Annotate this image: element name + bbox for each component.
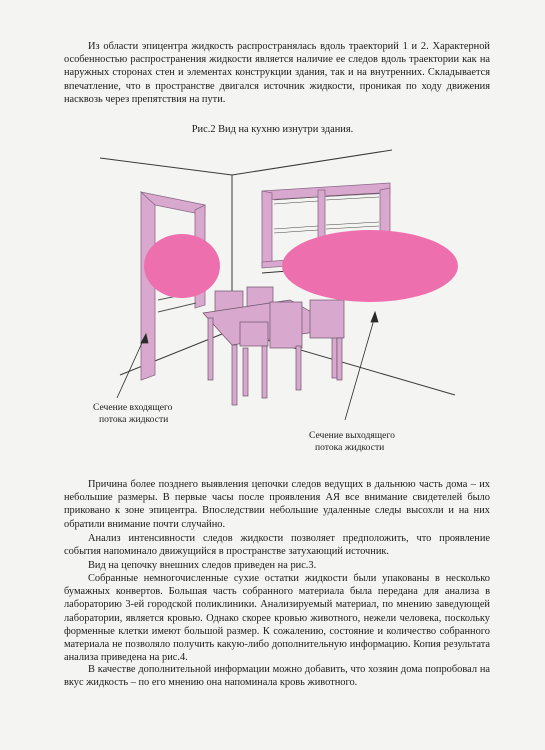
label-incoming-line2: потока жидкости	[99, 414, 169, 425]
paragraph-figure-ref: Вид на цепочку внешних следов приведен на рис.3.	[88, 560, 317, 571]
paragraph-taste: В качестве дополнительной информации можно добавить, что хозяин дома попробовал на вкус жидкость – по его мнению она напоминала кровь животного.	[64, 664, 490, 689]
outgoing-pointer-line	[345, 316, 375, 420]
figure-caption: Рис.2 Вид на кухню изнутри здания.	[191, 124, 354, 135]
label-outgoing-line2: потока жидкости	[315, 442, 385, 453]
incoming-flow-blob	[144, 234, 220, 298]
label-incoming-line1: Сечение входящего	[93, 402, 173, 413]
paragraph-late-detection: Причина более позднего выявления цепочки следов ведущих в дальнюю часть дома – их небольшие размеры. В первые часы после проявления АЯ все внимание свидетелей было приковано к зоне эпицентра. Впоследствии небольшие удаленные следы высохли и на них обратили внимание почти случайно.	[64, 479, 490, 530]
label-outgoing-flow	[309, 430, 395, 454]
label-incoming-flow	[93, 402, 172, 426]
paragraph-intro: Из области эпицентра жидкость распространялась вдоль траекторий 1 и 2. Характерной особенностью распространения жидкости является наличие ее следов вдоль траектории как на наружных сторонах стен и элементах конструкции здания, так и на внутренних. Складывается впечатление, что в пространстве двигался источник жидкости, проникая по ходу движения насквозь через препятствия на пути.	[64, 41, 490, 105]
paragraph-samples: Собранные немногочисленные сухие остатки жидкости были упакованы в несколько бумажных конвертов. Большая часть собранного материала была передана для анализа в лабораторию 3-ей городской поликлиники. Анализируемый материал, по мнению заведующей лаборатории, является кровью. Однако скорее кровью животного, нежели человека, поскольку форменные клетки имеют большой размер. К сожалению, состояние и количество собранного материала не позволяло получить какую-либо дополнительную информацию. Копия результата анализа приведена на рис.4.	[64, 573, 490, 664]
label-outgoing-line1: Сечение выходящего	[309, 430, 395, 441]
table-and-chairs	[203, 287, 344, 405]
outgoing-flow-blob	[282, 230, 458, 302]
paragraph-analysis: Анализ интенсивности следов жидкости позволяет предположить, что проявление события напоминало движущийся в пространстве затухающий источник.	[64, 533, 490, 558]
outgoing-arrowhead	[371, 312, 378, 322]
